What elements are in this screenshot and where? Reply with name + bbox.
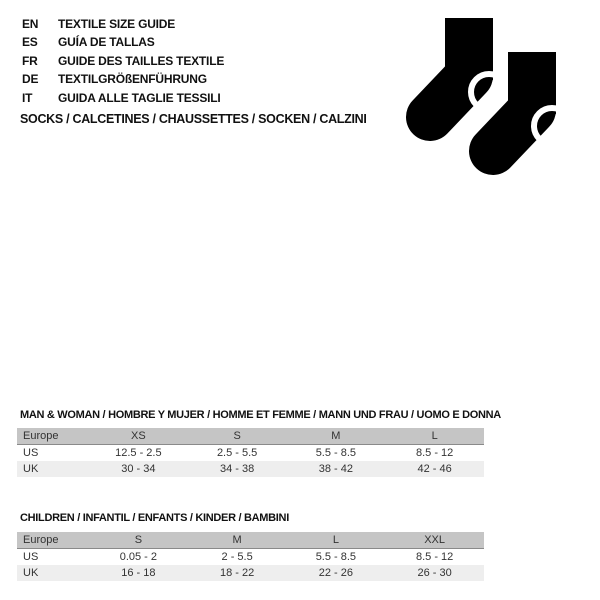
size-cell: 2.5 - 5.5 xyxy=(216,447,258,459)
language-label: TEXTILE SIZE GUIDE xyxy=(58,17,176,31)
column-header-size: XS xyxy=(89,428,188,445)
table-row-uk xyxy=(17,565,484,581)
size-cell: 34 - 38 xyxy=(220,463,255,475)
size-cell: 16 - 18 xyxy=(121,567,156,579)
column-header-region: Europe xyxy=(17,532,89,549)
region-cell: US xyxy=(23,447,39,459)
size-cell: 18 - 22 xyxy=(220,567,255,579)
socks-icon xyxy=(400,10,575,185)
column-header-size: M xyxy=(287,428,386,445)
table-row-us xyxy=(17,549,484,566)
language-row-es xyxy=(22,33,224,51)
language-code: IT xyxy=(22,90,33,105)
column-header-size: M xyxy=(188,532,287,549)
column-header-size: S xyxy=(89,532,188,549)
table-title-man-woman: MAN & WOMAN / HOMBRE Y MUJER / HOMME ET FEMME / MANN UND FRAU / UOMO E DONNA xyxy=(20,409,501,421)
size-cell: 8.5 - 12 xyxy=(415,551,454,563)
size-cell: 26 - 30 xyxy=(417,567,452,579)
size-cell: 22 - 26 xyxy=(318,567,353,579)
size-cell: 42 - 46 xyxy=(417,463,452,475)
column-header-size: L xyxy=(287,532,386,549)
size-table-man-woman xyxy=(17,428,484,477)
column-header-size: S xyxy=(188,428,287,445)
language-label: GUÍA DE TALLAS xyxy=(58,35,155,50)
size-cell: 38 - 42 xyxy=(318,463,353,475)
table-row-uk xyxy=(17,461,484,477)
language-row-en xyxy=(22,15,224,33)
size-cell: 2 - 5.5 xyxy=(221,551,253,563)
language-code: DE xyxy=(22,72,39,87)
size-table-children xyxy=(17,532,484,581)
table-title-children: CHILDREN / INFANTIL / ENFANTS / KINDER / BAMBINI xyxy=(20,512,289,524)
size-cell: 8.5 - 12 xyxy=(415,447,454,459)
language-label: GUIDA ALLE TAGLIE TESSILI xyxy=(58,90,221,105)
column-header-region: Europe xyxy=(17,428,89,445)
size-cell: 12.5 - 2.5 xyxy=(115,447,162,459)
language-label: GUIDE DES TAILLES TEXTILE xyxy=(58,53,225,68)
size-cell: 5.5 - 8.5 xyxy=(315,551,357,563)
size-cell: 0.05 - 2 xyxy=(119,551,158,563)
table-header-row xyxy=(17,428,484,445)
language-code: FR xyxy=(22,53,38,68)
table-header-row xyxy=(17,532,484,549)
column-header-size: XXL xyxy=(385,532,484,549)
language-row-it xyxy=(22,89,224,107)
language-label: TEXTILGRÖßENFÜHRUNG xyxy=(58,72,207,87)
region-cell: US xyxy=(23,551,39,563)
size-cell: 5.5 - 8.5 xyxy=(315,447,357,459)
language-row-de xyxy=(22,70,224,88)
language-list xyxy=(22,15,224,107)
size-cell: 30 - 34 xyxy=(121,463,156,475)
table-row-us xyxy=(17,445,484,462)
language-code: EN xyxy=(22,17,39,31)
region-cell: UK xyxy=(23,567,39,579)
column-header-size: L xyxy=(385,428,484,445)
language-code: ES xyxy=(22,35,38,50)
region-cell: UK xyxy=(23,463,39,475)
category-heading: SOCKS / CALCETINES / CHAUSSETTES / SOCKEN / CALZINI xyxy=(20,112,367,126)
language-row-fr xyxy=(22,52,224,70)
